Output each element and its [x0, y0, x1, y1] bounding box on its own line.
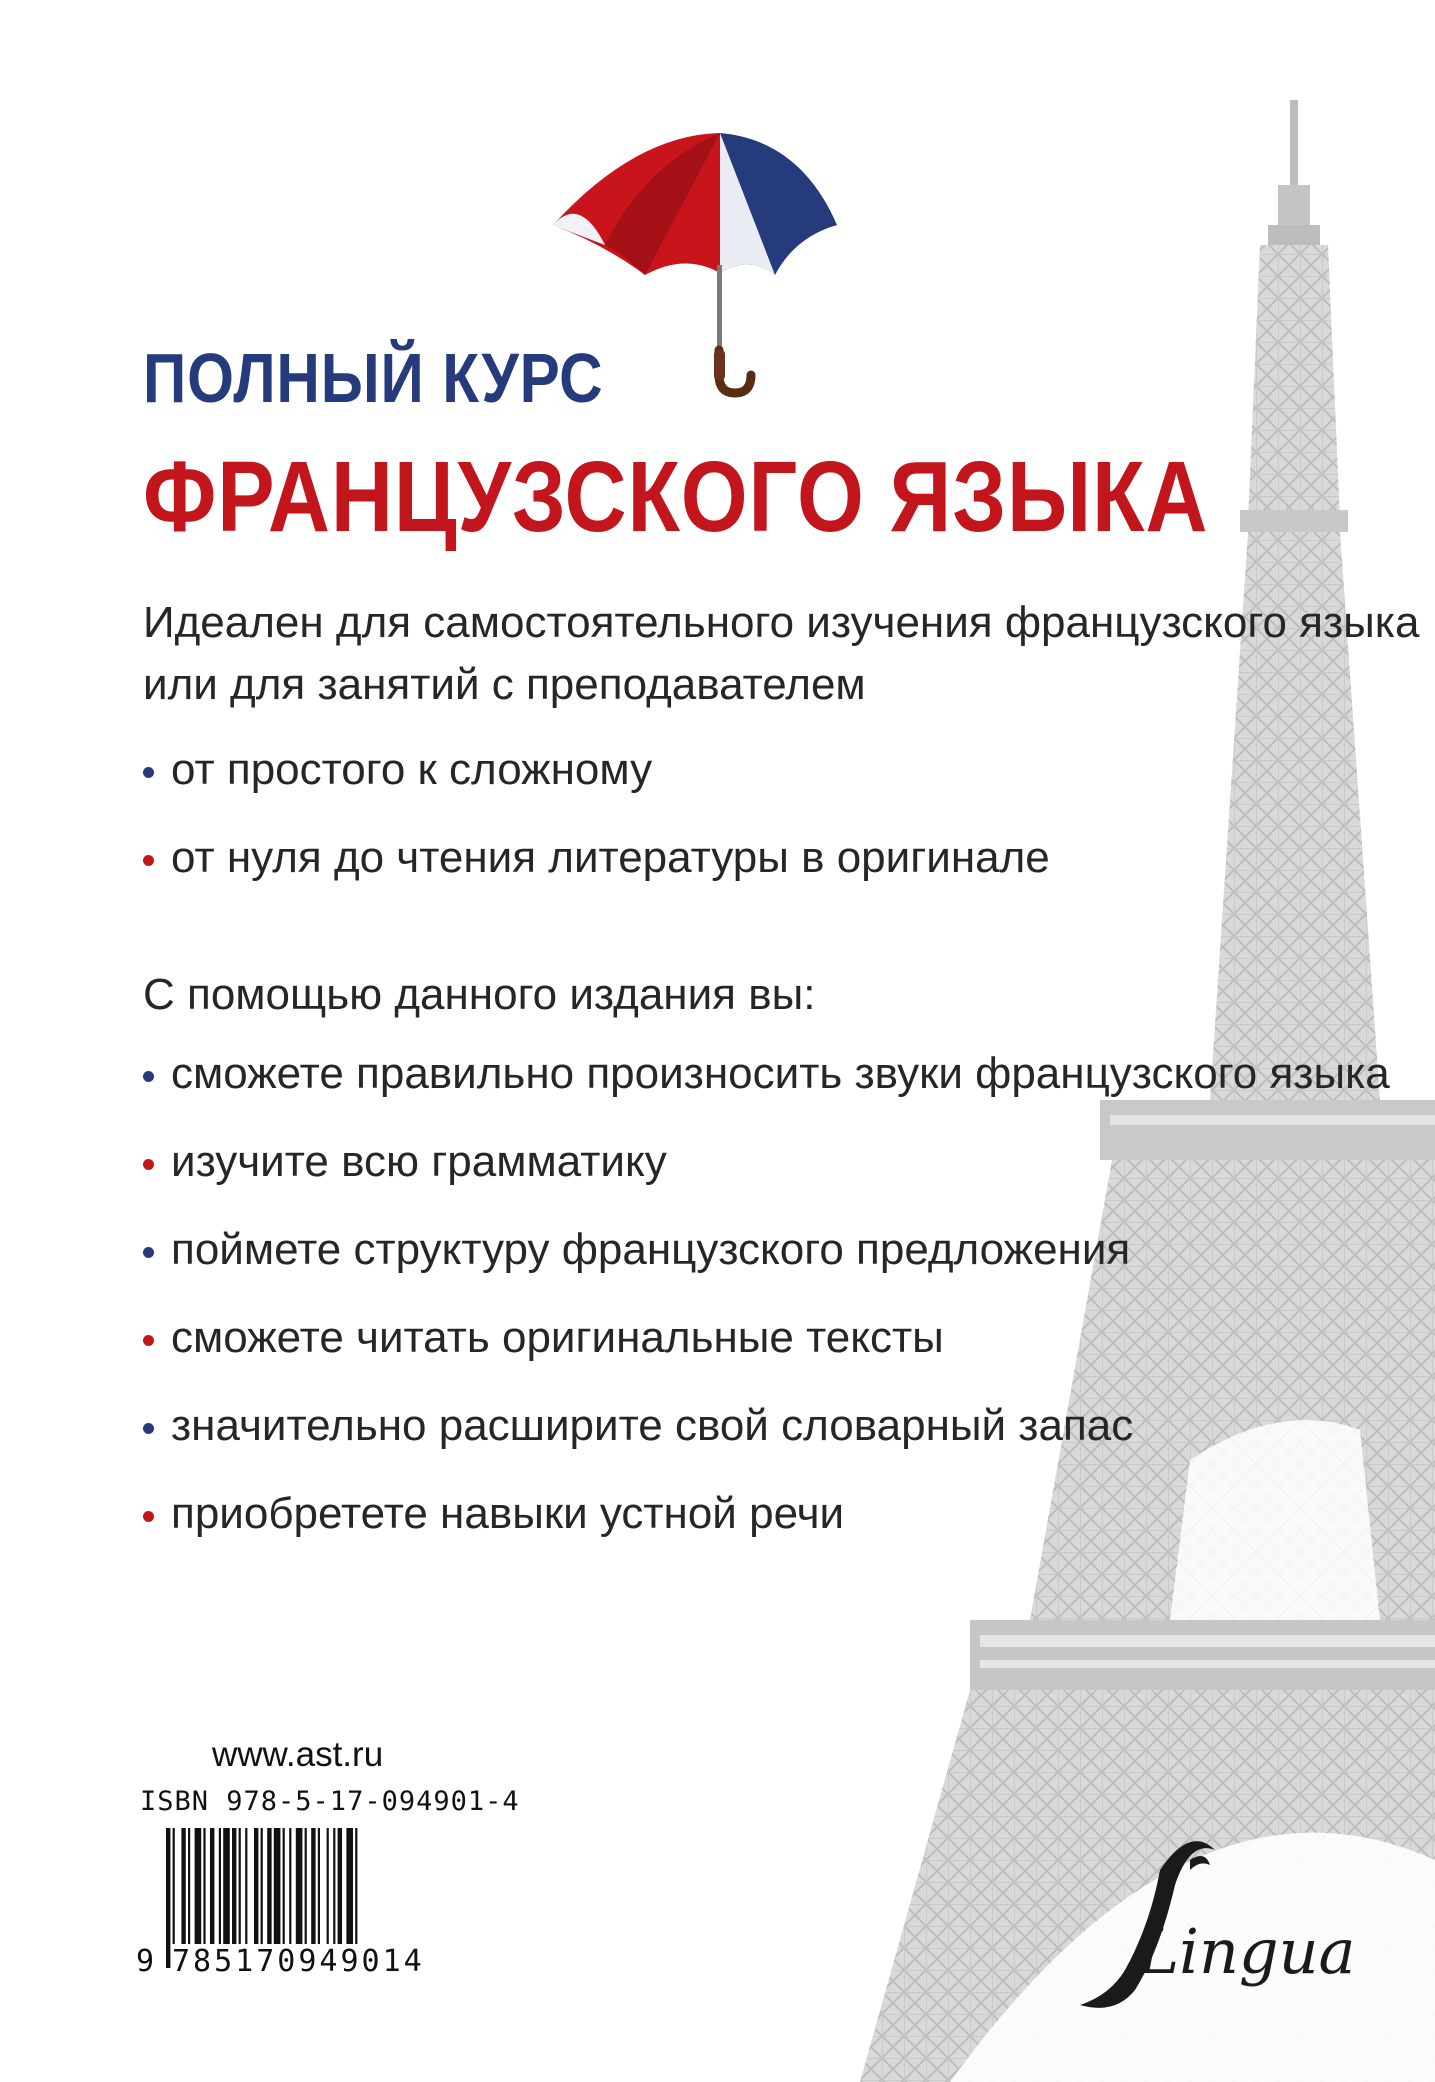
benefits-list — [143, 1049, 1390, 1580]
list-item-text: от простого к сложному — [171, 745, 653, 794]
list-item-text: значительно расширите свой словарный запас — [171, 1401, 1134, 1450]
with-help-heading: С помощью данного издания вы: — [143, 970, 816, 1019]
list-item — [143, 1137, 1390, 1228]
bullet-dot-icon — [143, 1071, 154, 1082]
publisher-url: www.ast.ru — [212, 1735, 384, 1774]
isbn-text: ISBN 978-5-17-094901-4 — [140, 1786, 520, 1817]
title-line-2: ФРАНЦУЗСКОГО ЯЗЫКА — [143, 441, 1209, 553]
list-item — [143, 1401, 1390, 1492]
title-line-1: ПОЛНЫЙ КУРС — [143, 339, 604, 417]
bullet-dot-icon — [143, 1159, 154, 1170]
list-item-text: поймете структуру французского предложения — [171, 1225, 1131, 1274]
lingua-logo-text: Lingua — [1138, 1915, 1356, 1988]
bullet-dot-icon — [143, 1423, 154, 1434]
bullet-dot-icon — [143, 767, 154, 778]
intro-line-1: Идеален для самостоятельного изучения французского языка — [143, 598, 1420, 647]
list-item — [143, 1049, 1390, 1140]
list-item — [143, 833, 1050, 924]
list-item — [143, 745, 1050, 836]
list-item-text: от нуля до чтения литературы в оригинале — [171, 833, 1050, 882]
list-item-text: изучите всю грамматику — [171, 1137, 667, 1186]
bullet-dot-icon — [143, 855, 154, 866]
list-item-text: сможете правильно произносить звуки французского языка — [171, 1049, 1390, 1098]
list-item — [143, 1225, 1390, 1316]
list-item — [143, 1489, 1390, 1580]
list-item-text: приобретете навыки устной речи — [171, 1489, 845, 1538]
list-item-text: сможете читать оригинальные тексты — [171, 1313, 944, 1362]
features-list — [143, 745, 1050, 924]
barcode-digits: 785170949014 — [172, 1944, 425, 1979]
bullet-dot-icon — [143, 1335, 154, 1346]
intro-line-2: или для занятий с преподавателем — [143, 660, 866, 709]
bullet-dot-icon — [143, 1247, 154, 1258]
list-item — [143, 1313, 1390, 1404]
bullet-dot-icon — [143, 1511, 154, 1522]
barcode-first-digit: 9 — [136, 1944, 155, 1979]
